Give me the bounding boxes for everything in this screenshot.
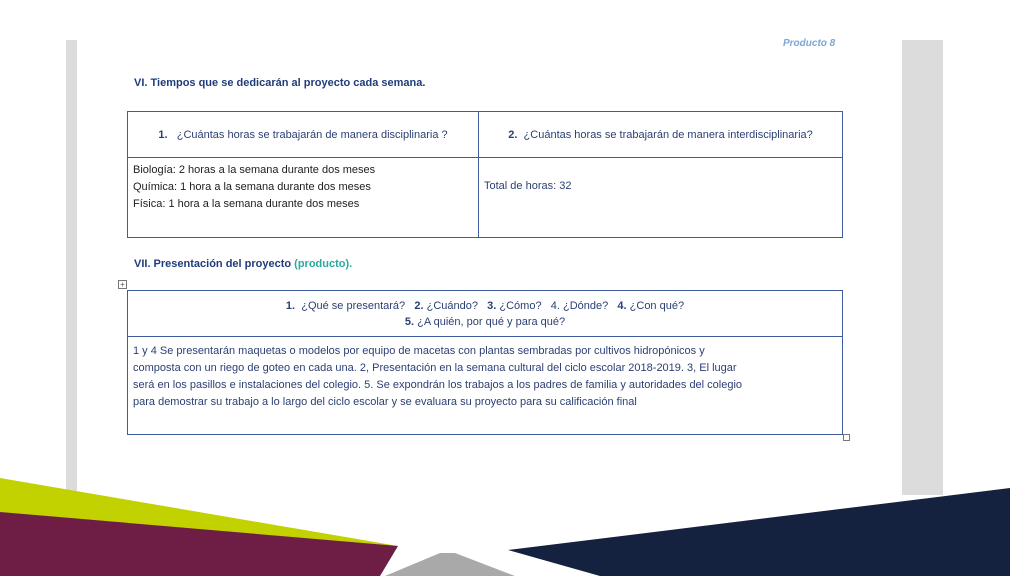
total-hours: Total de horas: 32 <box>484 180 572 192</box>
interdisciplinary-question: ¿Cuántas horas se trabajarán de manera interdisciplinaria? <box>523 128 813 141</box>
navy-stripe-shape <box>508 488 1010 576</box>
physics-hours: Física: 1 hora a la semana durante dos meses <box>133 198 360 210</box>
section-7-title-accent: (producto). <box>294 258 353 270</box>
question-number: 1. <box>285 299 296 312</box>
what-question: ¿Qué se presentará? <box>301 299 406 312</box>
where-question: 4. ¿Dónde? <box>550 299 609 312</box>
section-7-title-main: VII. Presentación del proyecto <box>134 258 295 270</box>
product-label: Producto 8 <box>783 38 836 49</box>
biology-hours: Biología: 2 horas a la semana durante dos meses <box>133 164 376 176</box>
question-number: 2. <box>508 128 518 141</box>
to-whom-question: ¿A quién, por qué y para qué? <box>417 315 566 328</box>
question-number: 3. <box>487 299 497 312</box>
gray-stripe-shape <box>385 553 515 576</box>
answer-line-2: composta con un riego de goteo en cada una. 2, Presentación en la semana cultural del ciclo escolar 2018-2019. 3, El lugar <box>133 362 737 374</box>
question-number: 5. <box>404 315 415 328</box>
chemistry-hours: Química: 1 hora a la semana durante dos meses <box>133 181 371 193</box>
when-question: ¿Cuándo? <box>426 299 478 312</box>
question-number: 1. <box>158 128 168 141</box>
section-6-title: VI. Tiempos que se dedicarán al proyecto cada semana. <box>134 77 426 89</box>
answer-line-3: será en los pasillos e instalaciones del colegio. 5. Se expondrán los trabajos a los padres de familia y autoridades del colegio <box>133 379 743 391</box>
how-question: ¿Cómo? <box>499 299 542 312</box>
table-move-handle-icon[interactable]: + <box>118 280 127 289</box>
question-number: 2. <box>414 299 424 312</box>
with-what-question: ¿Con qué? <box>629 299 685 312</box>
answer-line-1: 1 y 4 Se presentarán maquetas o modelos por equipo de macetas con plantas sembradas por cultivos hidropónicos y <box>133 345 705 357</box>
question-number: 4. <box>617 299 627 312</box>
disciplinary-question: ¿Cuántas horas se trabajarán de manera disciplinaria ? <box>176 128 448 141</box>
answer-line-4: para demostrar su trabajo a lo largo del ciclo escolar y se evaluara su proyecto para su calificación final <box>133 396 637 408</box>
